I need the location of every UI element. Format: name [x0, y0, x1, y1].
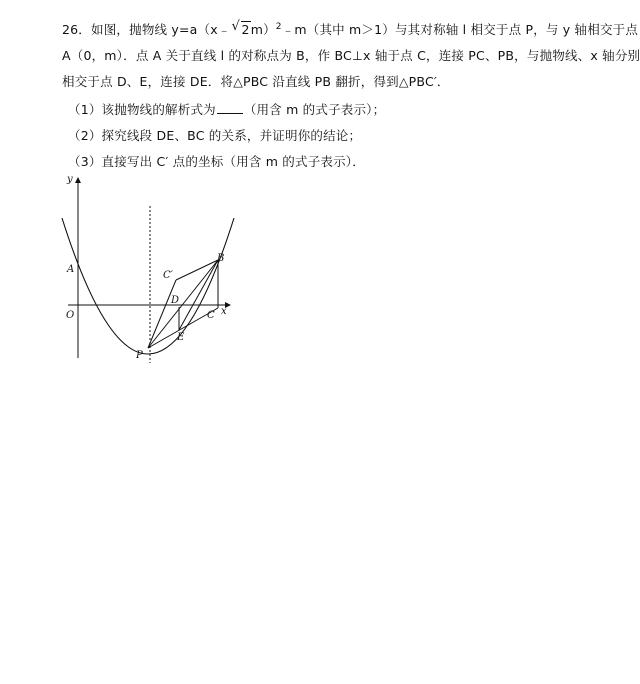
problem-text-1c: ﹣m（其中 m＞1）与其对称轴 l 相交于点 P，与 y 轴相交于点	[281, 22, 639, 37]
problem-line-1	[62, 20, 638, 38]
question-1-text-b: （用含 m 的式子表示）；	[243, 102, 386, 117]
label-x-axis: x	[221, 306, 227, 317]
question-2: （2）探究线段 DE、BC 的关系，并证明你的结论；	[68, 128, 362, 143]
parabola-curve	[62, 218, 234, 354]
exponent: 2	[275, 22, 282, 32]
problem-line-3: 相交于点 D、E，连接 DE．将△PBC 沿直线 PB 翻折，得到△PBC′．	[62, 74, 450, 89]
label-point-a: A	[67, 264, 75, 275]
question-3: （3）直接写出 C′ 点的坐标（用含 m 的式子表示）．	[68, 154, 365, 169]
label-point-d: D	[171, 295, 180, 306]
segment-bc-prime	[176, 260, 218, 280]
label-point-b: B	[217, 253, 225, 264]
answer-blank	[217, 103, 243, 114]
geometry-figure	[58, 168, 238, 368]
problem-text-1a: 如图，抛物线 y=a（x﹣	[91, 22, 231, 37]
problem-line-2: A（0，m）．点 A 关于直线 l 的对称点为 B，作 BC⊥x 轴于点 C，连接 PC、PB，与抛物线、x 轴分别	[62, 48, 640, 63]
question-1-text-a: （1）该抛物线的解析式为	[68, 102, 216, 117]
label-y-axis: y	[67, 174, 73, 185]
label-origin: O	[66, 310, 75, 321]
problem-text-1b: m）	[250, 22, 276, 37]
label-point-p: P	[136, 350, 143, 361]
sqrt-radicand: 2	[241, 22, 250, 37]
label-point-c-prime: C′	[163, 270, 173, 281]
label-point-c: C	[207, 310, 215, 321]
problem-number: 26．	[62, 22, 92, 37]
sqrt-expression	[231, 19, 251, 37]
label-point-e: E	[177, 332, 185, 343]
question-1	[68, 100, 385, 118]
segment-pc-prime	[148, 280, 176, 348]
radical-sign-icon: √	[231, 19, 241, 34]
